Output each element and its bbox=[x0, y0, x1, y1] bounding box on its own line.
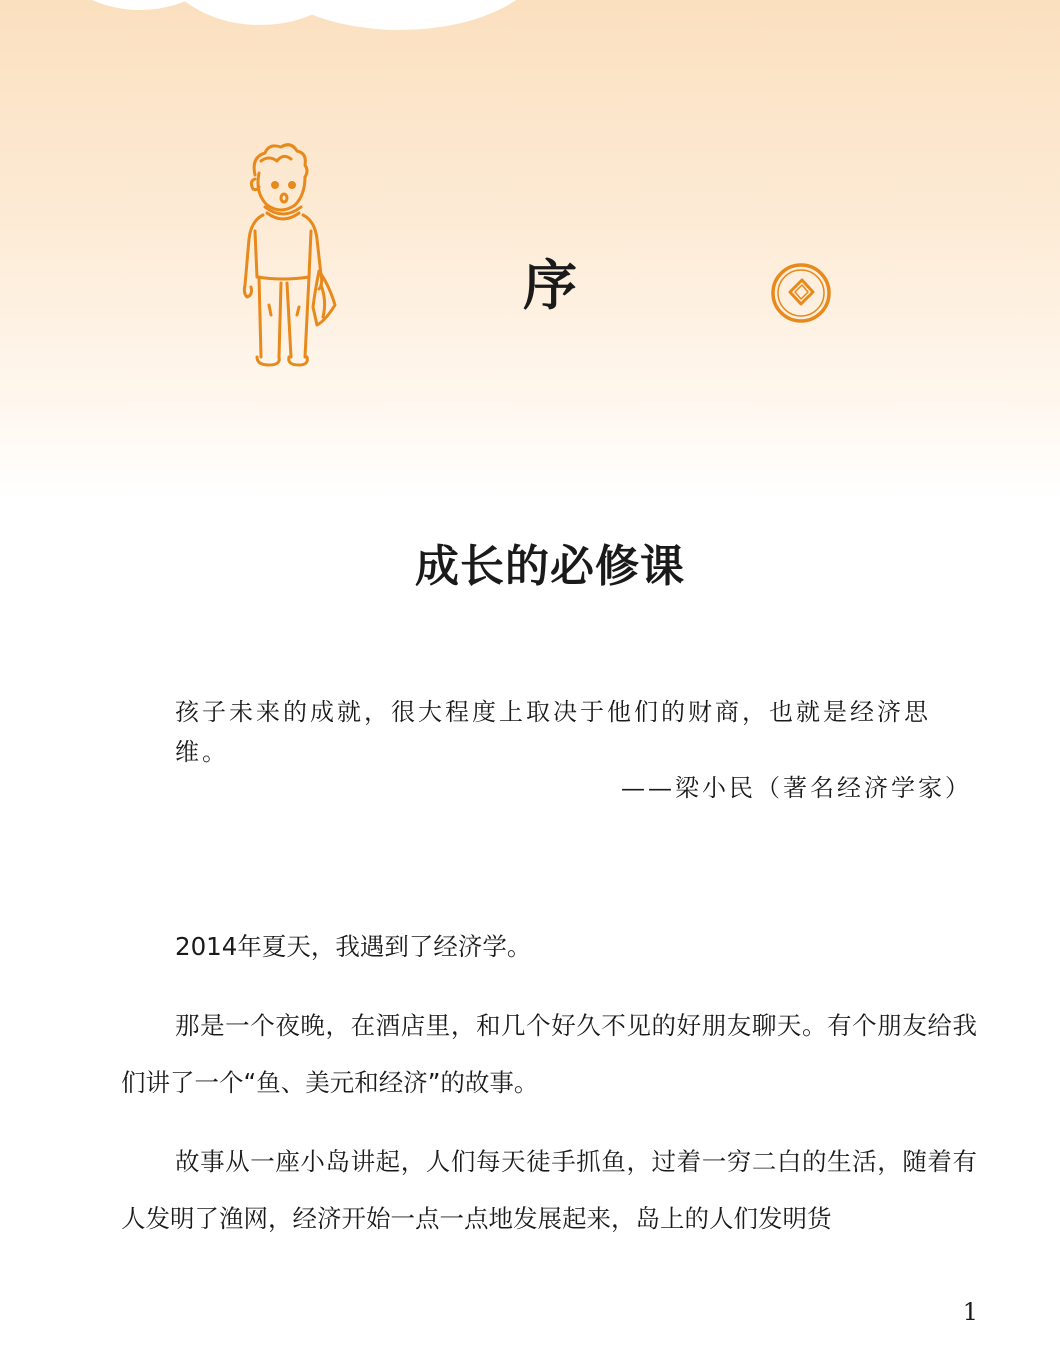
paragraph: 2014年夏天，我遇到了经济学。 bbox=[175, 932, 532, 961]
chapter-title: 序 bbox=[523, 253, 577, 317]
coin-icon bbox=[766, 258, 836, 328]
section-title: 成长的必修课 bbox=[415, 541, 685, 592]
paragraph: 那是一个夜晚，在酒店里，和几个好久不见的好朋友聊天。有个朋友给我们讲了一个“鱼、美元和经济”的故事。 bbox=[121, 1011, 977, 1097]
page-number: 1 bbox=[962, 1298, 978, 1326]
epigraph-attribution: ——梁小民（著名经济学家） bbox=[621, 774, 972, 802]
body-text bbox=[121, 918, 977, 1269]
header-band bbox=[0, 0, 1060, 500]
boy-illustration bbox=[225, 135, 355, 375]
epigraph-quote: 孩子未来的成就，很大程度上取决于他们的财商，也就是经济思维。 bbox=[175, 698, 931, 766]
paragraph: 故事从一座小岛讲起，人们每天徒手抓鱼，过着一穷二白的生活，随着有人发明了渔网，经济开始一点一点地发展起来，岛上的人们发明货 bbox=[121, 1147, 977, 1233]
